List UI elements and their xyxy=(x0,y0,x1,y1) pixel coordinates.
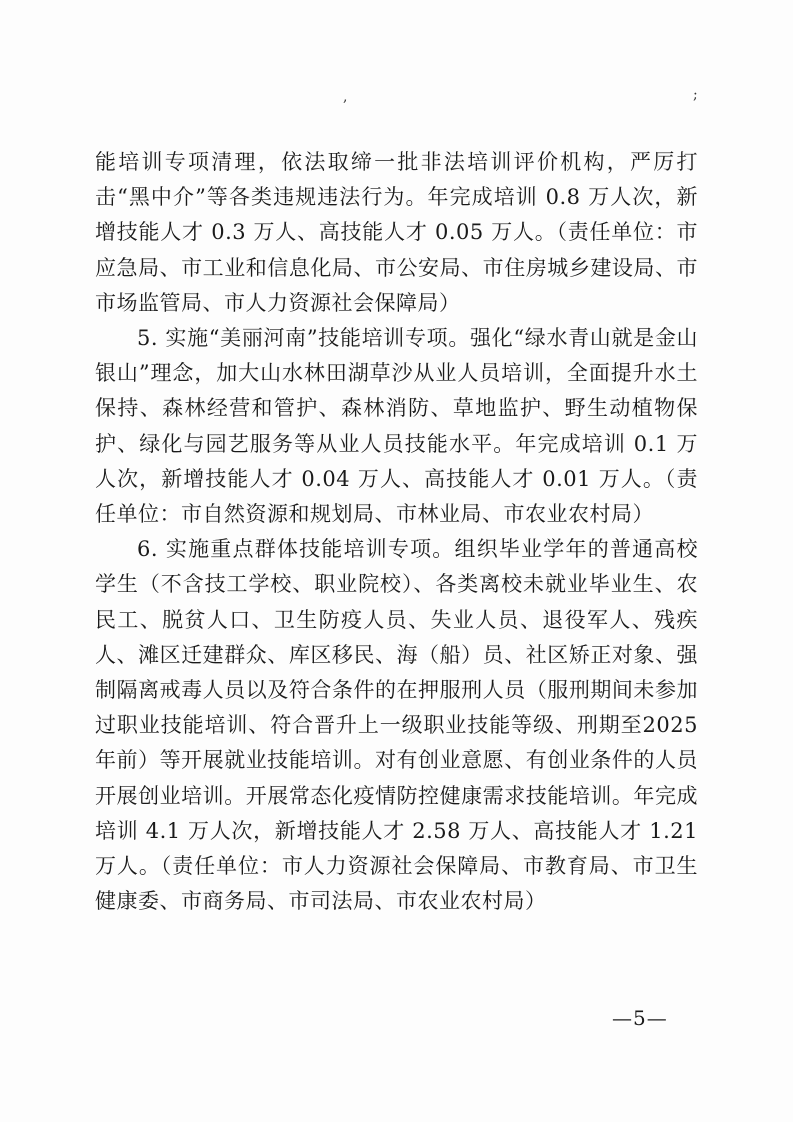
document-body xyxy=(95,145,698,919)
paragraph-item-5: 5. 实施“美丽河南”技能培训专项。强化“绿水青山就是金山银山”理念，加大山水林田湖草沙从业人员培训，全面提升水土保持、森林经营和管护、森林消防、草地监护、野生动植物保护、绿化与园艺服务等从业人员技能水平。年完成培训 0.1 万人次，新增技能人才 0.04 万人、高技能人才 0.01 万人。（责任单位：市自然资源和规划局、市林业局、市农业农村局） xyxy=(95,326,698,527)
paragraph-item-6: 6. 实施重点群体技能培训专项。组织毕业学年的普通高校学生（不含技工学校、职业院校）、各类离校未就业毕业生、农民工、脱贫人口、卫生防疫人员、失业人员、退役军人、残疾人、滩区迁建群众、库区移民、海（船）员、社区矫正对象、强制隔离戒毒人员以及符合条件的在押服刑人员（服刑期间未参加过职业技能培训、符合晋升上一级职业技能等级、刑期至2025年前）等开展就业技能培训。对有创业意愿、有创业条件的人员开展创业培训。开展常态化疫情防控健康需求技能培训。年完成培训 4.1 万人次，新增技能人才 2.58 万人、高技能人才 1.21 万人。（责任单位：市人力资源社会保障局、市教育局、市卫生健康委、市商务局、市司法局、市农业农村局） xyxy=(95,537,698,914)
stray-mark: ; xyxy=(693,87,698,103)
page-number: —5— xyxy=(612,1006,668,1030)
paragraph-continuation: 能培训专项清理，依法取缔一批非法培训评价机构，严厉打击“黑中介”等各类违规违法行为。年完成培训 0.8 万人次，新增技能人才 0.3 万人、高技能人才 0.05 万人。（责任单位：市应急局、市工业和信息化局、市公安局、市住房城乡建设局、市市场监管局、市人力资源社会保障局） xyxy=(95,150,698,315)
stray-mark: , xyxy=(343,89,348,105)
